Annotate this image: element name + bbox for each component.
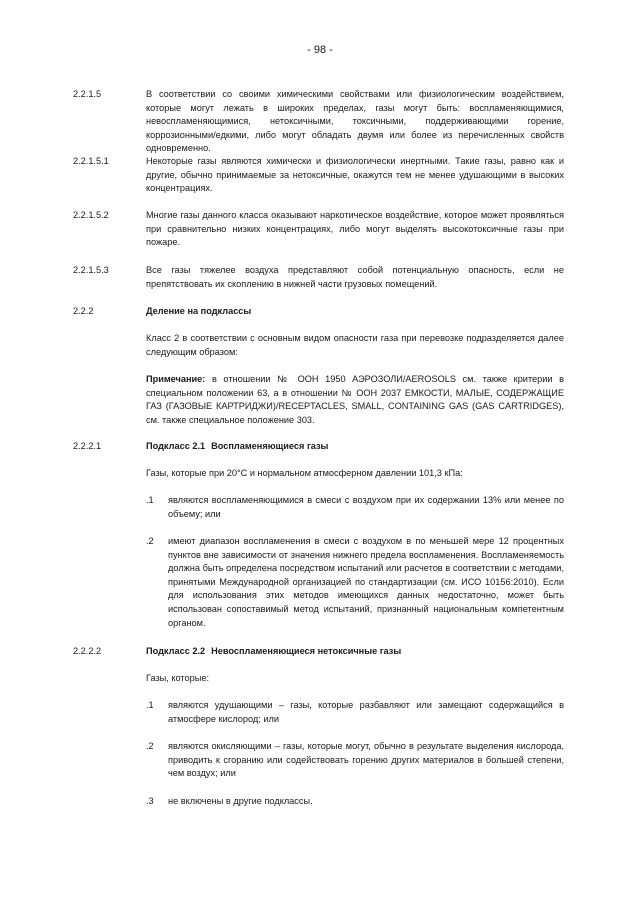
paragraph-text: Газы, которые при 20°C и нормальном атмосферном давлении 101,3 кПа: [146, 468, 463, 478]
section-number: 2.2.2.1 [73, 441, 102, 451]
item-text: являются окисляющими – газы, которые могут, обычно в результате выделения кислорода, приводить к сгоранию или содействовать горению других материалов в большей степени, чем воздух; или [168, 741, 564, 779]
section-title [146, 645, 564, 659]
item-text: являются воспламеняющимися в смеси с воздухом при их содержании 13% или менее по объему; или [168, 495, 564, 519]
section-number: 2.2.1.5.3 [73, 265, 109, 275]
paragraph-text: Газы, которые: [146, 673, 210, 683]
section-number: 2.2.2 [73, 306, 94, 316]
section-number: 2.2.2.2 [73, 646, 102, 656]
subclass-label: Подкласс 2.1 [146, 441, 206, 451]
paragraph-text: Некоторые газы являются химически и физиологически инертными. Такие газы, равно как и другие, обычно принимаемые за нетоксичные, окажутся тем не менее удушающими в высоких концентрациях. [146, 156, 564, 194]
paragraph-text: Все газы тяжелее воздуха представляют собой потенциальную опасность, если не препятствовать их скоплению в нижней части грузовых помещений. [146, 265, 564, 289]
item-marker: .1 [146, 700, 154, 710]
section-number: 2.2.1.5.1 [73, 156, 109, 166]
paragraph-text: В соответствии со своими химическими свойствами или физиологическим воздействием, которые могут лежать в широких пределах, газы могут быть: воспламеняющимися, невоспламеняющимися, нетоксичными, токсичными, поддерживающими горение, коррозионными/едкими, либо могут обладать двумя или более из перечисленных свойств одновременно. [146, 89, 564, 154]
section-number: 2.2.1.5.2 [73, 210, 109, 220]
note-label: Примечание: [146, 374, 206, 384]
item-marker: .2 [146, 536, 154, 546]
subclass-title: Воспламеняющиеся газы [211, 441, 329, 451]
item-text: являются удушающими – газы, которые разбавляют или замещают содержащийся в атмосфере кислород; или [168, 700, 564, 724]
paragraph-text: Многие газы данного класса оказывают наркотическое воздействие, которое может проявляться при сравнительно низких концентрациях, либо могут выделять высокотоксичные газы при пожаре. [146, 210, 564, 248]
item-marker: .3 [146, 796, 154, 806]
paragraph-text: Класс 2 в соответствии с основным видом опасности газа при перевозке подразделяется далее следующим образом: [146, 333, 564, 357]
section-title [146, 440, 564, 454]
section-number: 2.2.1.5 [73, 89, 102, 99]
page-number: - 98 - [307, 44, 333, 56]
item-text: имеют диапазон воспламенения в смеси с воздухом в по меньшей мере 12 процентных пунктов вне зависимости от значения нижнего предела воспламенения. Воспламеняемость должна быть определена посредством испытаний или расчетов в соответствии с методами, принятыми Международной организацией по стандартизации (см. ИСО 10156:2010). Если для использования этих методов имеющихся данных недостаточно, может быть использован сопоставимый метод испытаний, признанный национальным компетентным органом. [168, 536, 564, 628]
section-title: Деление на подклассы [146, 306, 252, 316]
note-body: в отношении № ООН 1950 АЭРОЗОЛИ/AEROSOLS см. также критерии в специальном положении 63, а в отношении № ООН 2037 ЕМКОСТИ, МАЛЫЕ, СОДЕРЖАЩИЕ ГАЗ (ГАЗОВЫЕ КАРТРИДЖИ)/RECEPTACLES, SMALL, CONTAINING GAS (GAS CARTRIDGES), см. также специальное положение 303. [146, 374, 564, 425]
subclass-label: Подкласс 2.2 [146, 646, 206, 656]
item-marker: .2 [146, 741, 154, 751]
item-marker: .1 [146, 495, 154, 505]
item-text: не включены в другие подклассы. [168, 796, 313, 806]
note-text [146, 373, 564, 427]
subclass-title: Невоспламеняющиеся нетоксичные газы [211, 646, 402, 656]
